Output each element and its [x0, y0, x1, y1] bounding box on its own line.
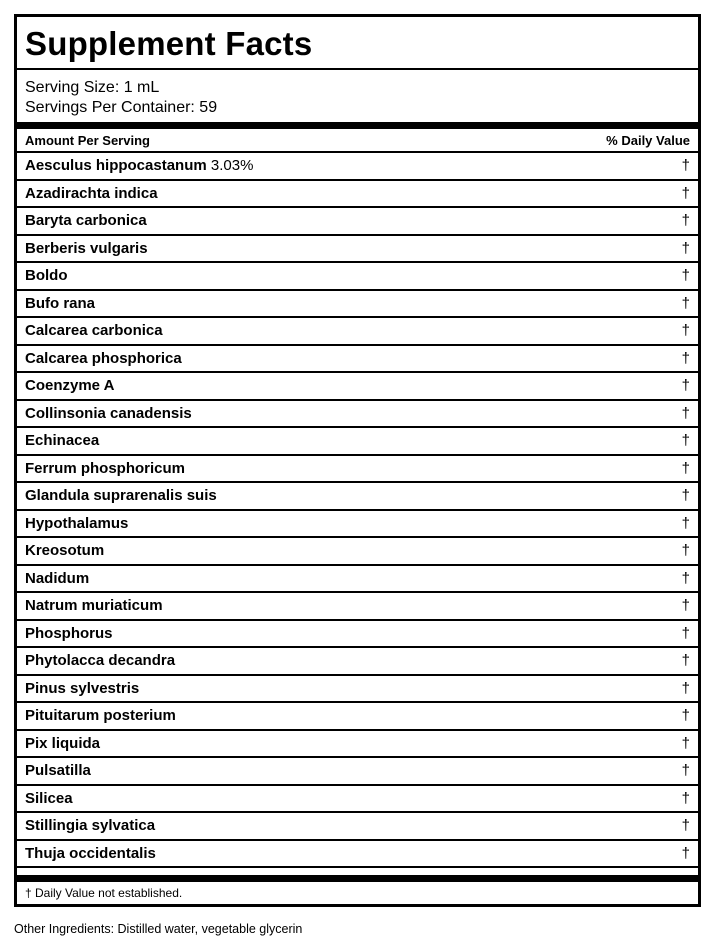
dagger-mark: †	[681, 542, 690, 559]
ingredient-row	[17, 483, 698, 511]
supplement-facts-panel	[14, 14, 701, 907]
panel-title: Supplement Facts	[25, 25, 313, 62]
ingredient-name	[25, 515, 128, 533]
dagger-mark: †	[681, 322, 690, 339]
ingredient-row	[17, 813, 698, 841]
dagger-mark: †	[681, 597, 690, 614]
ingredient-name-text: Stillingia sylvatica	[25, 817, 156, 834]
dagger-mark: †	[681, 432, 690, 449]
ingredient-name-text: Baryta carbonica	[25, 212, 147, 229]
serving-size: Serving Size: 1 mL	[25, 79, 160, 96]
dagger-mark: †	[681, 652, 690, 669]
ingredient-name-text: Phosphorus	[25, 624, 113, 642]
dagger-mark: †	[681, 844, 690, 862]
ingredient-row	[17, 676, 698, 704]
ingredient-row	[17, 263, 698, 291]
ingredient-name	[25, 652, 175, 670]
dagger-mark: †	[681, 734, 690, 752]
ingredient-name	[25, 157, 253, 175]
ingredient-amount: 3.03%	[210, 157, 254, 174]
ingredient-row	[17, 648, 698, 676]
ingredient-name	[25, 432, 99, 450]
daily-value-header: % Daily Value	[606, 133, 690, 148]
ingredient-name-text: Collinsonia canadensis	[25, 404, 192, 422]
ingredient-row	[17, 621, 698, 649]
ingredient-row	[17, 208, 698, 236]
footnote: † Daily Value not established.	[25, 886, 183, 900]
dagger-mark: †	[681, 349, 690, 367]
ingredient-name	[25, 790, 73, 808]
dagger-mark: †	[681, 679, 690, 697]
ingredient-name	[25, 322, 163, 340]
ingredient-name-text: Pix liquida	[25, 734, 101, 752]
ingredient-name	[25, 762, 91, 780]
dagger-mark: †	[681, 624, 690, 642]
ingredient-name	[25, 625, 113, 643]
ingredient-row	[17, 456, 698, 484]
ingredient-name	[25, 377, 114, 395]
ingredient-row	[17, 593, 698, 621]
ingredient-name-text: Pituitarum posterium	[25, 707, 176, 724]
ingredient-name	[25, 267, 68, 285]
ingredient-name	[25, 570, 89, 588]
ingredient-row	[17, 181, 698, 209]
ingredient-name-text: Silicea	[25, 789, 73, 807]
ingredient-name-text: Calcarea carbonica	[25, 322, 163, 339]
ingredient-row	[17, 401, 698, 429]
ingredient-name-text: Pinus sylvestris	[25, 679, 140, 697]
ingredient-row	[17, 703, 698, 731]
dagger-mark: †	[681, 404, 690, 422]
ingredient-row	[17, 236, 698, 264]
ingredient-name-text: Hypothalamus	[25, 514, 129, 532]
ingredient-row	[17, 291, 698, 319]
ingredient-name	[25, 350, 182, 368]
ingredient-name	[25, 817, 155, 835]
ingredient-name-text: Azadirachta indica	[25, 184, 158, 202]
ingredient-name-text: Aesculus hippocastanum	[25, 157, 207, 174]
ingredient-name-text: Phytolacca decandra	[25, 652, 176, 669]
ingredient-row	[17, 538, 698, 566]
dagger-mark: †	[681, 239, 690, 257]
ingredient-name-text: Coenzyme A	[25, 377, 115, 394]
other-ingredients: Other Ingredients: Distilled water, vegetable glycerin	[14, 922, 303, 936]
dagger-mark: †	[681, 459, 690, 477]
amount-per-serving-header: Amount Per Serving	[25, 133, 150, 148]
table-header	[17, 129, 698, 153]
ingredient-name-text: Natrum muriaticum	[25, 597, 163, 614]
ingredient-name	[25, 240, 148, 258]
dagger-mark: †	[681, 762, 690, 779]
dagger-mark: †	[681, 487, 690, 504]
serving-info	[17, 70, 698, 122]
ingredient-name-text: Kreosotum	[25, 542, 105, 559]
ingredient-name-text: Thuja occidentalis	[25, 844, 156, 862]
ingredient-name-text: Pulsatilla	[25, 762, 91, 779]
ingredient-name	[25, 405, 192, 423]
ingredient-row	[17, 566, 698, 594]
dagger-mark: †	[681, 569, 690, 587]
thick-divider-top	[17, 122, 698, 129]
ingredient-name	[25, 295, 95, 313]
dagger-mark: †	[681, 267, 690, 284]
ingredient-name	[25, 487, 217, 505]
ingredient-name-text: Glandula suprarenalis suis	[25, 487, 217, 504]
dagger-mark: †	[681, 157, 690, 174]
thick-divider-bottom	[17, 875, 698, 882]
dagger-mark: †	[681, 707, 690, 724]
ingredient-name	[25, 460, 185, 478]
ingredient-name	[25, 735, 100, 753]
dagger-mark: †	[681, 294, 690, 312]
ingredient-name-text: Ferrum phosphoricum	[25, 459, 186, 477]
dagger-mark: †	[681, 377, 690, 394]
ingredient-row	[17, 731, 698, 759]
dagger-mark: †	[681, 212, 690, 229]
ingredient-row	[17, 841, 698, 869]
ingredient-name	[25, 542, 104, 560]
ingredient-name-text: Berberis vulgaris	[25, 239, 148, 257]
ingredient-name-text: Boldo	[25, 267, 68, 284]
ingredient-row	[17, 346, 698, 374]
ingredient-name	[25, 707, 176, 725]
title-section	[17, 17, 698, 70]
dagger-mark: †	[681, 514, 690, 532]
servings-per-container: Servings Per Container: 59	[25, 99, 218, 116]
ingredient-name-text: Nadidum	[25, 569, 90, 587]
dagger-mark: †	[681, 817, 690, 834]
ingredient-name	[25, 185, 158, 203]
ingredient-row	[17, 318, 698, 346]
ingredient-list	[17, 153, 698, 868]
ingredient-name-text: Bufo rana	[25, 294, 96, 312]
ingredient-name	[25, 597, 163, 615]
dagger-mark: †	[681, 789, 690, 807]
ingredient-row	[17, 758, 698, 786]
ingredient-row	[17, 786, 698, 814]
ingredient-name	[25, 845, 156, 863]
ingredient-row	[17, 153, 698, 181]
ingredient-row	[17, 511, 698, 539]
ingredient-name	[25, 212, 147, 230]
dagger-mark: †	[681, 184, 690, 202]
ingredient-name	[25, 680, 139, 698]
ingredient-name-text: Echinacea	[25, 432, 100, 449]
ingredient-row	[17, 373, 698, 401]
ingredient-row	[17, 428, 698, 456]
ingredient-name-text: Calcarea phosphorica	[25, 349, 182, 367]
